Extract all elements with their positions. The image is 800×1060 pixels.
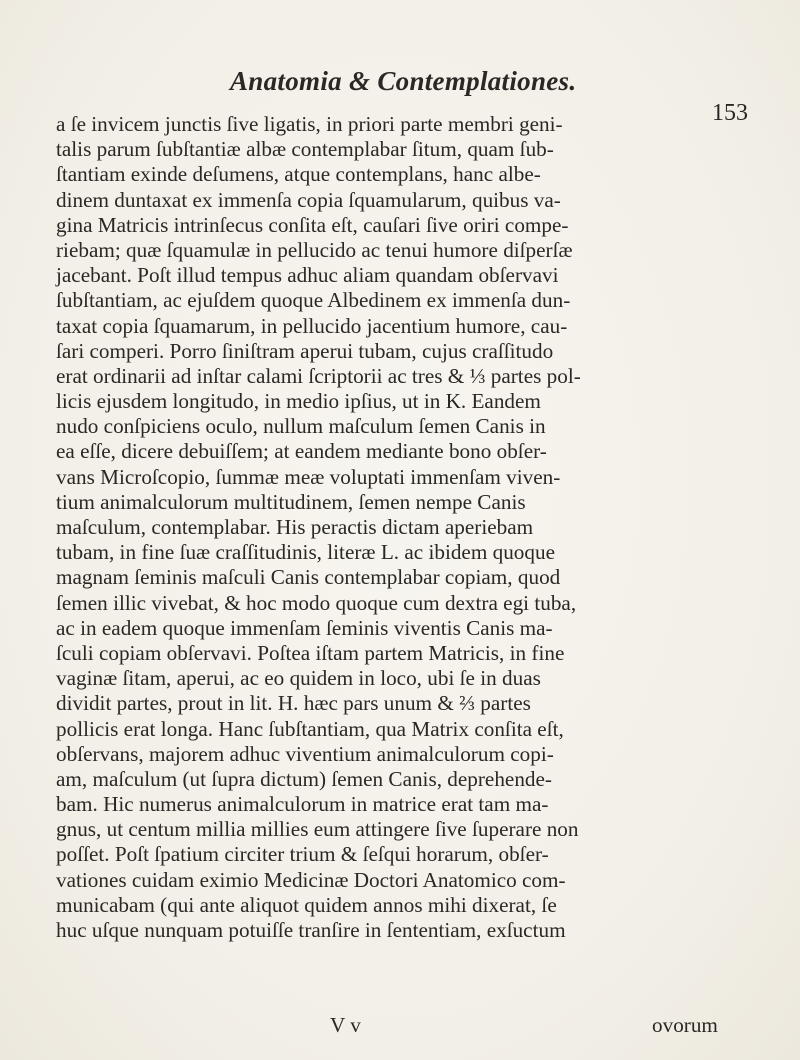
text-line: obſervans, majorem adhuc viventium animalculorum copi- [56,741,554,766]
text-line: talis parum ſubſtantiæ albæ contemplabar ſitum, quam ſub- [56,137,554,162]
text-line: magnam ſeminis maſculi Canis contemplabar copiam, quod [56,565,561,590]
text-line: tium animalculorum multitudinem, ſemen nempe Canis [56,489,526,514]
page-number: 153 [712,100,748,126]
signature-mark: V v [330,1013,361,1037]
text-line: ſculi copiam obſervavi. Poſtea iſtam partem Matricis, in fine [56,640,565,665]
text-line: licis ejusdem longitudo, in medio ipſius, ut in K. Eandem [56,389,541,414]
page-header [230,66,660,106]
catchword: ovorum [652,1013,718,1037]
body-text [56,112,796,943]
text-line: tubam, in fine ſuæ craſſitudinis, literæ L. ac ibidem quoque [56,540,555,565]
text-line: jacebant. Poſt illud tempus adhuc aliam quandam obſervavi [56,263,559,288]
text-line: huc uſque nunquam potuiſſe tranſire in ſententiam, exſuctum [56,918,566,942]
text-line: ſari comperi. Porro ſiniſtram aperui tubam, cujus craſſitudo [56,338,554,363]
text-line: dinem duntaxat ex immenſa copia ſquamularum, quibus va- [56,187,561,212]
text-line: dividit partes, prout in lit. H. hæc pars unum & ⅔ partes [56,691,531,716]
text-line: ea eſſe, dicere debuiſſem; at eandem mediante bono obſer- [56,439,547,464]
text-line: pollicis erat longa. Hanc ſubſtantiam, qua Matrix conſita eſt, [56,716,564,741]
text-line: gnus, ut centum millia millies eum attingere ſive ſuperare non [56,817,579,842]
text-line: vaginæ ſitam, aperui, ac eo quidem in loco, ubi ſe in duas [56,666,541,691]
text-line: taxat copia ſquamarum, in pellucido jacentium humore, cau- [56,313,568,338]
text-line: erat ordinarii ad inſtar calami ſcriptorii ac tres & ⅓ partes pol- [56,363,581,388]
text-line: ſtantiam exinde deſumens, atque contemplans, hanc albe- [56,162,541,187]
text-line: maſculum, contemplabar. His peractis dictam aperiebam [56,515,534,539]
text-line: ac in eadem quoque immenſam ſeminis viventis Canis ma- [56,615,553,640]
running-title: Anatomia & Contemplationes. [230,66,577,96]
text-line: a ſe invicem junctis ſive ligatis, in priori parte membri geni- [56,112,563,136]
text-line: poſſet. Poſt ſpatium circiter trium & ſeſqui horarum, obſer- [56,842,549,867]
text-line: ſemen illic vivebat, & hoc modo quoque cum dextra egi tuba, [56,590,577,615]
text-line: gina Matricis intrinſecus conſita eſt, cauſari ſive oriri compe- [56,212,569,237]
text-line: municabam (qui ante aliquot quidem annos mihi dixerat, ſe [56,892,557,917]
text-line: vans Microſcopio, ſummæ meæ voluptati immenſam viven- [56,464,561,489]
text-line: bam. Hic numerus animalculorum in matrice erat tam ma- [56,792,549,817]
text-line: nudo conſpiciens oculo, nullum maſculum ſemen Canis in [56,414,546,439]
text-line: am, maſculum (ut ſupra dictum) ſemen Canis, deprehende- [56,766,552,791]
text-line: riebam; quæ ſquamulæ in pellucido ac tenui humore diſperſæ [56,237,573,262]
text-line: vationes cuidam eximio Medicinæ Doctori Anatomico com- [56,867,566,892]
text-line: ſubſtantiam, ac ejuſdem quoque Albedinem ex immenſa dun- [56,288,571,313]
page-footer [0,1013,800,1043]
